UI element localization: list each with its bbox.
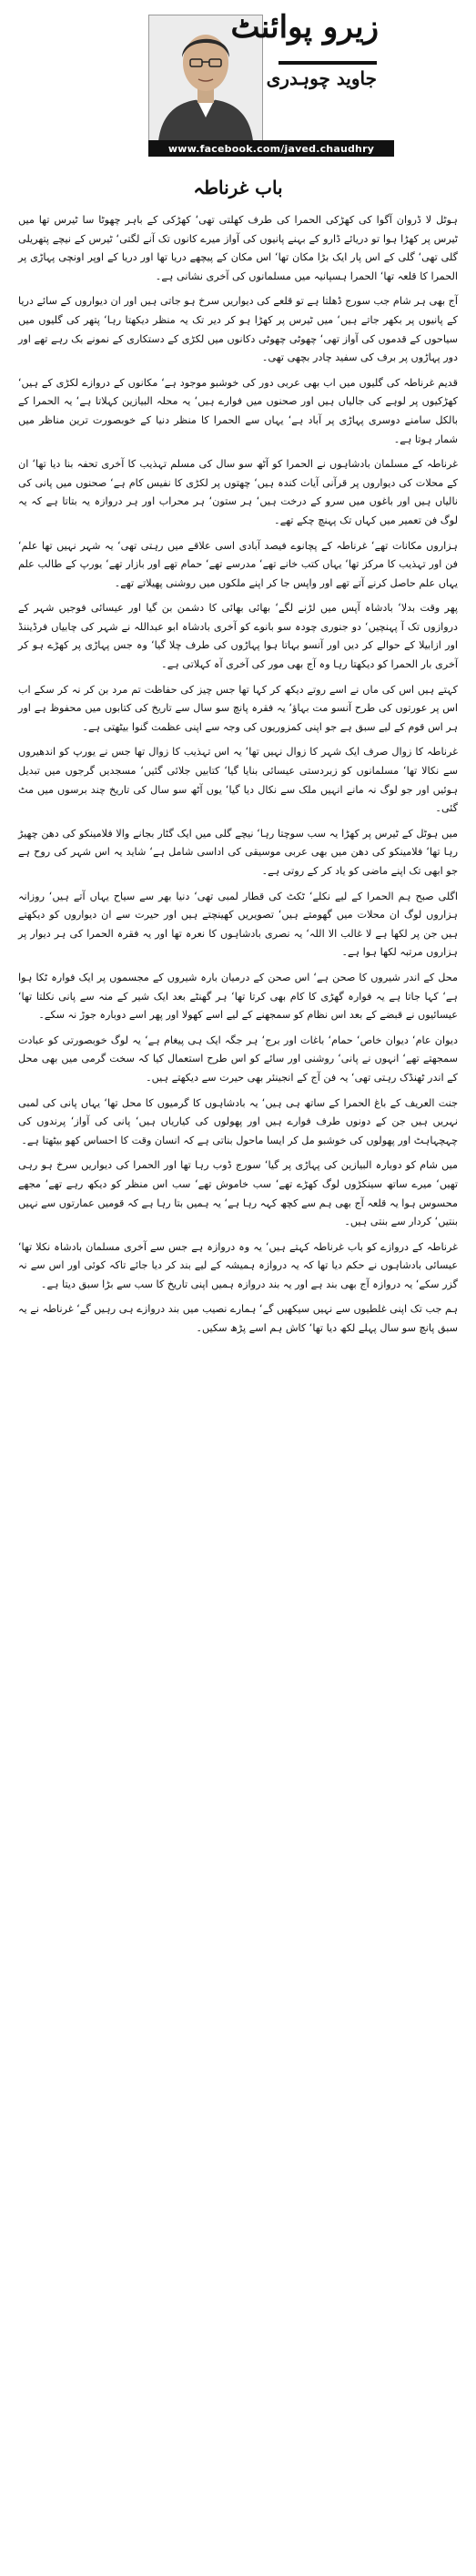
article-paragraph: میں ہوٹل کے ٹیرس پر کھڑا یہ سب سوچتا رہا‘ نیچے گلی میں ایک گٹار بجانے والا فلامینکو کی دھن چھیڑ رہا تھا‘ فلامینکو کی دھن میں بھی عربی موسیقی کی اداسی شامل ہے‘ شاید یہ اس شہر کی روح ہے جو ابھی تک اپنے ماضی کو یاد کر کے روتی ہے۔	[18, 827, 458, 877]
article-paragraph: قدیم غرناطہ کی گلیوں میں اب بھی عربی دور کی خوشبو موجود ہے‘ مکانوں کے دروازے لکڑی کے ہیں‘ کھڑکیوں پر لوہے کی جالیاں ہیں اور صحنوں میں فوارے ہیں‘ یہ محلہ البیازین کہلاتا ہے‘ یہ الحمرا کے بالکل سامنے دوسری پہاڑی پر آباد ہے‘ یہاں سے الحمرا کا منظر دنیا کے خوبصورت ترین مناظر میں شمار ہوتا ہے۔	[18, 376, 458, 445]
article-paragraph: آج بھی ہر شام جب سورج ڈھلتا ہے تو قلعے کی دیواریں سرخ ہو جاتی ہیں اور ان دیواروں کے سائے دریا کے پانیوں پر بکھر جاتے ہیں‘ میں ٹیرس پر کھڑا ہو کر دیر تک یہ منظر دیکھتا رہا‘ پتھر کی گلیوں میں سیاحوں کے قدموں کی آواز تھی‘ چھوٹی چھوٹی دکانوں میں لکڑی کے دستکاری کے نمونے بک رہے تھے اور دور پہاڑوں پر برف کی سفید چادر بچھی تھی۔	[18, 295, 458, 364]
article-paragraph: غرناطہ کے مسلمان بادشاہوں نے الحمرا کو آٹھ سو سال کی مسلم تہذیب کا آخری تحفہ بنا دیا تھا‘ ان کے محلات کی دیواروں پر قرآنی آیات کندہ ہیں‘ چھتوں پر لکڑی کا نفیس کام ہے‘ صحنوں میں پانی کی نالیاں ہیں اور باغوں میں سرو کے درخت ہیں‘ ہر ستون‘ ہر محراب اور ہر دروازہ یہ بتاتا ہے کہ یہ لوگ فن تعمیر میں کہاں تک پہنچ چکے تھے۔	[18, 458, 458, 526]
article-paragraph: دیوان عام‘ دیوان خاص‘ حمام‘ باغات اور برج‘ ہر جگہ ایک ہی پیغام ہے‘ یہ لوگ خوبصورتی کو عبادت سمجھتے تھے‘ انہوں نے پانی‘ روشنی اور سائے کو اس طرح استعمال کیا کہ سخت گرمی میں بھی محل کے اندر ٹھنڈک رہتی تھی‘ یہ فن آج کے انجینئر بھی حیرت سے دیکھتے ہیں۔	[18, 1033, 458, 1084]
column-title: زیرو پوائنٹ	[230, 9, 379, 46]
article-paragraph: ہوٹل لا ڈروان آگوا کی کھڑکی الحمرا کی طرف کھلتی تھی‘ کھڑکی کے باہر چھوٹا سا ٹیرس تھا میں ٹیرس پر کھڑا ہوا تو دریائے ڈارو کے بہنے پانیوں کی آواز میرے کانوں تک آنے لگتی‘ ٹیرس کے نیچے پتھریلی گلی تھی‘ گلی کے اس پار ایک بڑا مکان تھا‘ اس مکان کے پیچھے دریا تھا اور دریا کے اوپر اونچی پہاڑی پر الحمرا کا قلعہ تھا‘ الحمرا ہسپانیہ میں مسلمانوں کی آخری نشانی ہے۔	[18, 214, 458, 282]
author-name: جاوید چوہدری	[266, 67, 377, 89]
column-logo	[230, 9, 379, 137]
article-paragraph: جنت العریف کے باغ الحمرا کے ساتھ ہی ہیں‘ یہ بادشاہوں کا گرمیوں کا محل تھا‘ یہاں پانی کی لمبی نہریں ہیں جن کے دونوں طرف فوارے ہیں اور پھولوں کی کیاریاں ہیں‘ پانی کی آواز‘ پرندوں کی چہچہاہٹ اور پھولوں کی خوشبو مل کر ایسا ماحول بناتی ہے کہ انسان وقت کا احساس کھو بیٹھتا ہے۔	[18, 1096, 458, 1146]
article-paragraph: پھر وقت بدلا‘ بادشاہ آپس میں لڑنے لگے‘ بھائی بھائی کا دشمن بن گیا اور عیسائی فوجیں شہر کے دروازوں تک آ پہنچیں‘ دو جنوری چودہ سو بانوے کو آخری بادشاہ ابو عبداللہ نے شہر کی چابیاں فرڈیننڈ اور ازابیلا کے حوالے کر دیں اور آنسو بہاتا ہوا پہاڑوں کی طرف چلا گیا‘ وہ جس پہاڑی پر کھڑے ہو کر آخری بار الحمرا کو دیکھتا رہا وہ آج بھی مور کی آخری آہ کہلاتی ہے۔	[18, 602, 458, 671]
article-paragraph: کہتے ہیں اس کی ماں نے اسے روتے دیکھ کر کہا تھا جس چیز کی حفاظت تم مرد بن کر نہ کر سکے اب اس پر عورتوں کی طرح آنسو مت بہاؤ‘ یہ فقرہ پانچ سو سال سے تاریخ کی کتابوں میں محفوظ ہے اور ہر اس قوم کے لیے سبق ہے جو اپنی کمزوریوں کی وجہ سے اپنی عظمت گنوا بیٹھتی ہے۔	[18, 683, 458, 733]
article-paragraph: اگلی صبح ہم الحمرا کے لیے نکلے‘ ٹکٹ کی قطار لمبی تھی‘ دنیا بھر سے سیاح یہاں آتے ہیں‘ روزانہ ہزاروں لوگ ان محلات میں گھومتے ہیں‘ تصویریں کھینچتے ہیں اور حیرت سے ان دیواروں کو دیکھتے ہیں جن پر لکھا ہے لا غالب الا اللہ‘ یہ نصری بادشاہوں کا نعرہ تھا اور یہ فقرہ الحمرا کی ہر دیوار پر ہزاروں مرتبہ لکھا ہوا ہے۔	[18, 890, 458, 959]
article-paragraph: غرناطہ کا زوال صرف ایک شہر کا زوال نہیں تھا‘ یہ اس تہذیب کا زوال تھا جس نے یورپ کو اندھیروں سے نکالا تھا‘ مسلمانوں کو زبردستی عیسائی بنایا گیا‘ کتابیں جلائی گئیں‘ مسجدیں گرجوں میں تبدیل ہوئیں اور جو لوگ نہ مانے انہیں ملک سے نکال دیا گیا‘ یوں آٹھ سو سال کی تاریخ چند برسوں میں مٹ گئی۔	[18, 746, 458, 815]
facebook-link[interactable]: www.facebook.com/javed.chaudhry	[148, 140, 394, 157]
article-paragraph: محل کے اندر شیروں کا صحن ہے‘ اس صحن کے درمیان بارہ شیروں کے مجسموں پر ایک فوارہ ٹکا ہوا ہے‘ کہا جاتا ہے یہ فوارہ گھڑی کا کام بھی کرتا تھا‘ ہر گھنٹے بعد ایک شیر کے منہ سے پانی نکلتا تھا‘ عیسائیوں نے قبضے کے بعد اس نظام کو سمجھنے کے لیے اسے کھولا اور پھر اسے دوبارہ جوڑ نہ سکے۔	[18, 971, 458, 1022]
article-paragraph: ہم جب تک اپنی غلطیوں سے نہیں سیکھیں گے‘ ہمارے نصیب میں بند دروازے ہی رہیں گے‘ غرناطہ نے یہ سبق پانچ سو سال پہلے لکھ دیا تھا‘ کاش ہم اسے پڑھ سکیں۔	[18, 1303, 458, 1335]
article-headline: باب غرناطہ	[193, 177, 283, 199]
logo-divider	[279, 61, 377, 65]
article-paragraph: ہزاروں مکانات تھے‘ غرناطہ کے پچانوے فیصد آبادی اسی علاقے میں رہتی تھی‘ یہ شہر نہیں تھا علم‘ فن اور تہذیب کا مرکز تھا‘ یہاں کتب خانے تھے‘ مدرسے تھے‘ حمام تھے اور بازار تھے‘ یورپ کے طالب علم یہاں علم حاصل کرنے آتے تھے اور واپس جا کر اپنے ملکوں میں روشنی پھیلاتے تھے۔	[18, 539, 458, 589]
article-paragraph: غرناطہ کے دروازے کو باب غرناطہ کہتے ہیں‘ یہ وہ دروازہ ہے جس سے آخری مسلمان بادشاہ نکلا تھا‘ عیسائی بادشاہوں نے حکم دیا تھا کہ یہ دروازہ ہمیشہ کے لیے بند کر دیا جائے تاکہ کوئی اور اس سے نہ گزر سکے‘ یہ دروازہ آج بھی بند ہے اور یہ بند دروازہ ہمیں اپنی تاریخ کا سب سے بڑا سبق دیتا ہے۔	[18, 1240, 458, 1290]
article-body	[18, 211, 458, 1345]
article-paragraph: میں شام کو دوبارہ البیازین کی پہاڑی پر گیا‘ سورج ڈوب رہا تھا اور الحمرا کی دیواریں سرخ ہو رہی تھیں‘ میرے ساتھ سینکڑوں لوگ کھڑے تھے‘ سب خاموش تھے‘ سب اس منظر کو دیکھ رہے تھے‘ مجھے محسوس ہوا یہ قلعہ آج بھی ہم سے کچھ کہہ رہا ہے‘ یہ ہمیں بتا رہا ہے کہ قومیں عمارتوں سے نہیں بنتیں‘ کردار سے بنتی ہیں۔	[18, 1159, 458, 1228]
column-header	[0, 0, 476, 173]
